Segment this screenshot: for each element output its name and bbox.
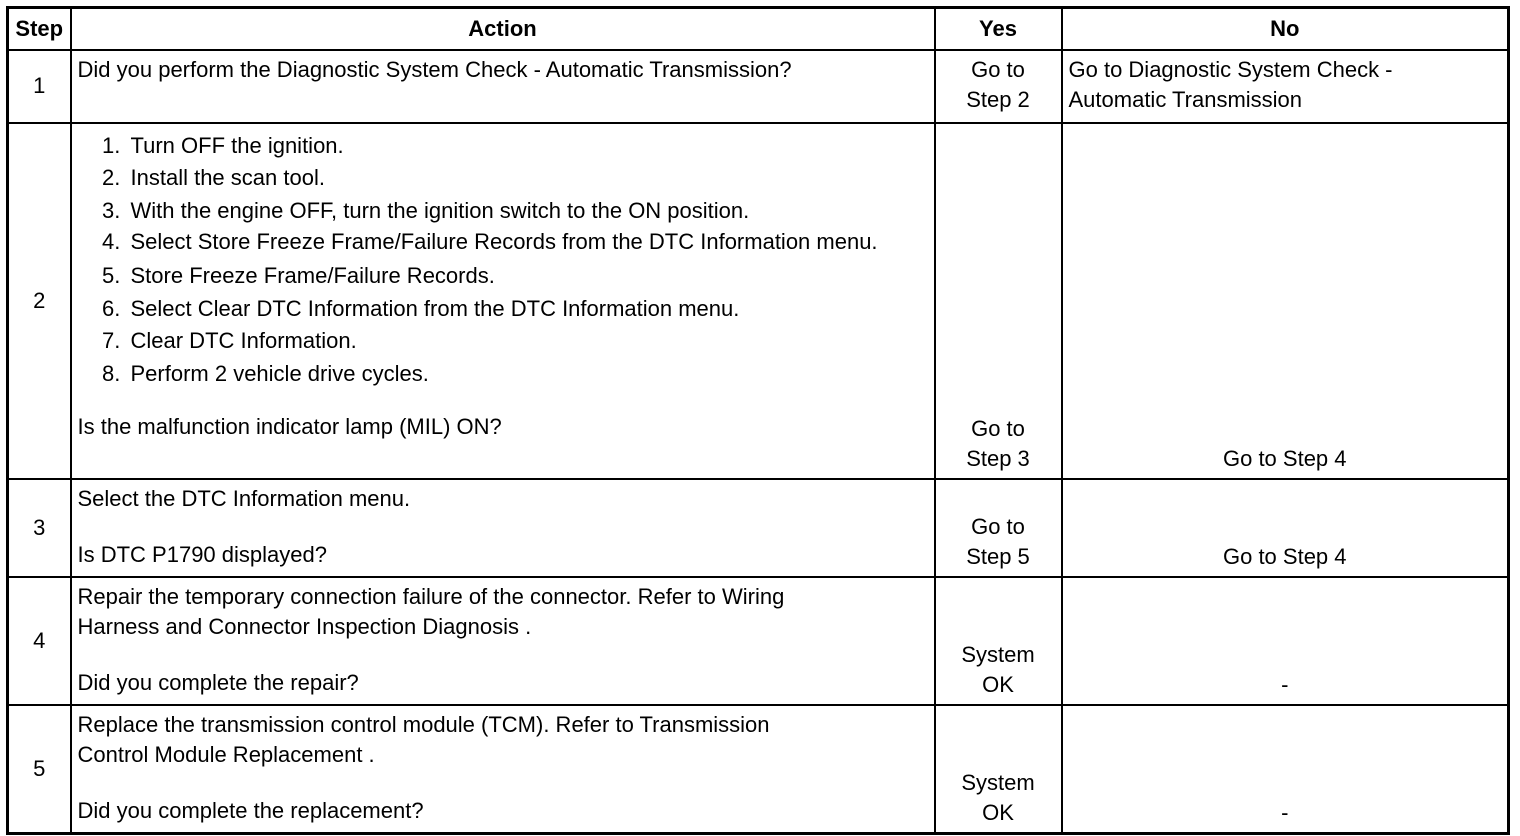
action-cell [71, 123, 935, 479]
step-number: 3 [8, 479, 71, 577]
yes-line: System [961, 641, 1035, 667]
table-row [8, 705, 1509, 834]
yes-cell [935, 577, 1062, 705]
yes-cell [935, 705, 1062, 834]
yes-cell [935, 50, 1062, 123]
no-line: Go to Diagnostic System Check - [1068, 56, 1393, 82]
list-item: 7. Clear DTC Information. [127, 325, 928, 358]
header-no: No [1062, 8, 1509, 50]
question-text: Is DTC P1790 displayed? [77, 541, 327, 567]
table-row [8, 479, 1509, 577]
action-cell [71, 479, 935, 577]
header-step: Step [8, 8, 71, 50]
header-row [8, 8, 1509, 50]
yes-line: Go to [971, 513, 1025, 539]
table-row [8, 50, 1509, 123]
action-cell [71, 705, 935, 834]
question-text: Did you complete the repair? [77, 669, 359, 695]
action-text: Did you perform the Diagnostic System Check - Automatic Transmission? [77, 56, 792, 82]
yes-line: Go to [971, 415, 1025, 441]
question-text: Is the malfunction indicator lamp (MIL) ON? [77, 414, 502, 439]
list-item: 3. With the engine OFF, turn the ignition switch to the ON position. [127, 195, 928, 228]
no-cell: - [1062, 705, 1509, 834]
yes-line: Step 2 [966, 86, 1030, 112]
action-text: Control Module Replacement . [77, 741, 375, 767]
no-line: Automatic Transmission [1068, 86, 1303, 112]
action-text: Repair the temporary connection failure of the connector. Refer to Wiring [77, 583, 785, 609]
action-cell [71, 577, 935, 705]
yes-line: OK [982, 799, 1014, 825]
procedure-list [78, 130, 928, 391]
no-cell: - [1062, 577, 1509, 705]
step-number: 5 [8, 705, 71, 834]
list-item: 2. Install the scan tool. [127, 162, 928, 195]
yes-cell [935, 123, 1062, 479]
action-text: Harness and Connector Inspection Diagnosis . [77, 613, 532, 639]
list-item: 1. Turn OFF the ignition. [127, 130, 928, 163]
action-text: Replace the transmission control module (TCM). Refer to Transmission [77, 711, 770, 737]
yes-line: Step 3 [966, 445, 1030, 471]
diagnostic-table [6, 6, 1510, 835]
yes-line: System [961, 769, 1035, 795]
yes-line: Go to [971, 56, 1025, 82]
header-action: Action [71, 8, 935, 50]
table-row [8, 123, 1509, 479]
yes-line: Step 5 [966, 543, 1030, 569]
table-row [8, 577, 1509, 705]
list-item: 6. Select Clear DTC Information from the DTC Information menu. [127, 293, 928, 326]
step-number: 1 [8, 50, 71, 123]
no-cell: Go to Step 4 [1062, 123, 1509, 479]
no-cell: Go to Step 4 [1062, 479, 1509, 577]
list-item: 8. Perform 2 vehicle drive cycles. [127, 358, 928, 391]
list-item: 5. Store Freeze Frame/Failure Records. [127, 260, 928, 293]
step-number: 4 [8, 577, 71, 705]
question-text: Did you complete the replacement? [77, 797, 424, 823]
action-cell [71, 50, 935, 123]
step-number: 2 [8, 123, 71, 479]
action-text: Select the DTC Information menu. [77, 485, 411, 511]
no-cell [1062, 50, 1509, 123]
list-item: 4. Select Store Freeze Frame/Failure Records from the DTC Information menu. [127, 227, 928, 257]
yes-line: OK [982, 671, 1014, 697]
yes-cell [935, 479, 1062, 577]
header-yes: Yes [935, 8, 1062, 50]
